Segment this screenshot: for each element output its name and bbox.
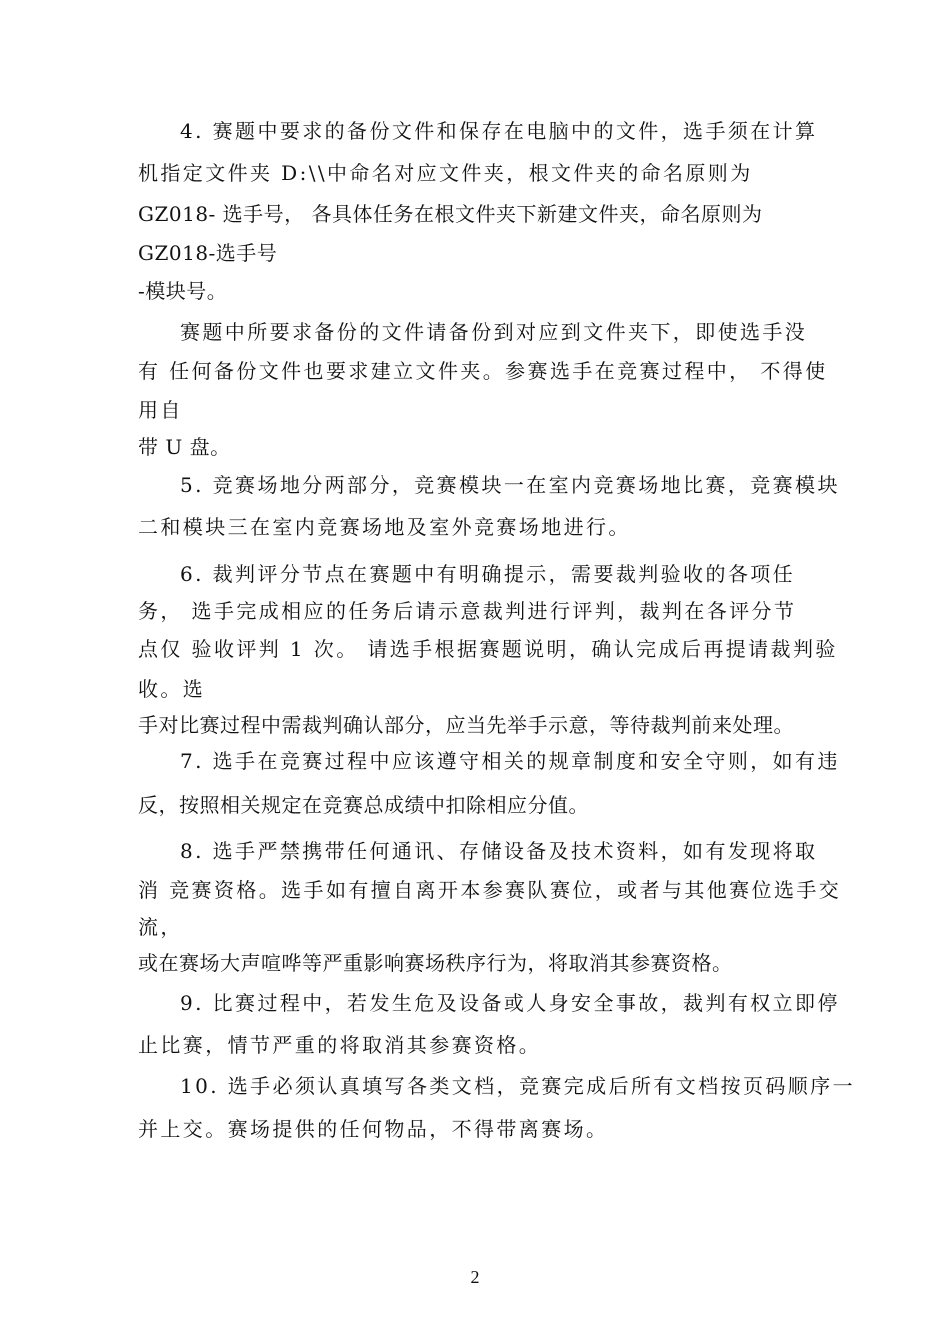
text-line: 反，按照相关规定在竞赛总成绩中扣除相应分值。 bbox=[138, 793, 589, 817]
text-line: 4. 赛题中要求的备份文件和保存在电脑中的文件，选手须在计算 bbox=[180, 119, 818, 143]
text-line: 机指定文件夹 D:\\中命名对应文件夹，根文件夹的命名原则为 bbox=[138, 161, 753, 185]
text-line: 流， bbox=[138, 915, 183, 939]
text-line: 务， 选手完成相应的任务后请示意裁判进行评判，裁判在各评分节 bbox=[138, 599, 797, 623]
text-line: 7. 选手在竞赛过程中应该遵守相关的规章制度和安全守则，如有违 bbox=[180, 749, 840, 773]
text-line: 5. 竞赛场地分两部分，竞赛模块一在室内竞赛场地比赛，竞赛模块 bbox=[180, 473, 840, 497]
text-line: 6. 裁判评分节点在赛题中有明确提示，需要裁判验收的各项任 bbox=[180, 562, 796, 586]
text-line: 并上交。赛场提供的任何物品，不得带离赛场。 bbox=[138, 1117, 609, 1141]
text-line: 9. 比赛过程中，若发生危及设备或人身安全事故，裁判有权立即停 bbox=[180, 991, 840, 1015]
text-line: 止比赛，情节严重的将取消其参赛资格。 bbox=[138, 1033, 542, 1057]
text-line: 10. 选手必须认真填写各类文档，竞赛完成后所有文档按页码顺序一 bbox=[180, 1074, 855, 1098]
text-line: 二和模块三在室内竞赛场地及室外竞赛场地进行。 bbox=[138, 515, 631, 539]
text-line: -模块号。 bbox=[138, 279, 228, 303]
text-line: 带 U 盘。 bbox=[138, 435, 231, 459]
text-line: 有 任何备份文件也要求建立文件夹。参赛选手在竞赛过程中， 不得使 bbox=[138, 359, 828, 383]
text-line: 收。选 bbox=[138, 677, 206, 701]
text-line: 消 竞赛资格。选手如有擅自离开本参赛队赛位，或者与其他赛位选手交 bbox=[138, 878, 842, 902]
text-line: GZ018-选手号 bbox=[138, 241, 278, 265]
text-line: 点仅 验收评判 1 次。 请选手根据赛题说明，确认完成后再提请裁判验 bbox=[138, 637, 838, 661]
page-number: 2 bbox=[470, 1267, 480, 1287]
text-line: GZ018- 选手号， 各具体任务在根文件夹下新建文件夹，命名原则为 bbox=[138, 202, 763, 226]
text-line: 用自 bbox=[138, 398, 183, 422]
text-line: 8. 选手严禁携带任何通讯、存储设备及技术资料，如有发现将取 bbox=[180, 839, 818, 863]
text-line: 赛题中所要求备份的文件请备份到对应到文件夹下，即使选手没 bbox=[180, 320, 808, 344]
text-line: 或在赛场大声喧哗等严重影响赛场秩序行为，将取消其参赛资格。 bbox=[138, 951, 733, 975]
text-line: 手对比赛过程中需裁判确认部分，应当先举手示意，等待裁判前来处理。 bbox=[138, 713, 794, 737]
